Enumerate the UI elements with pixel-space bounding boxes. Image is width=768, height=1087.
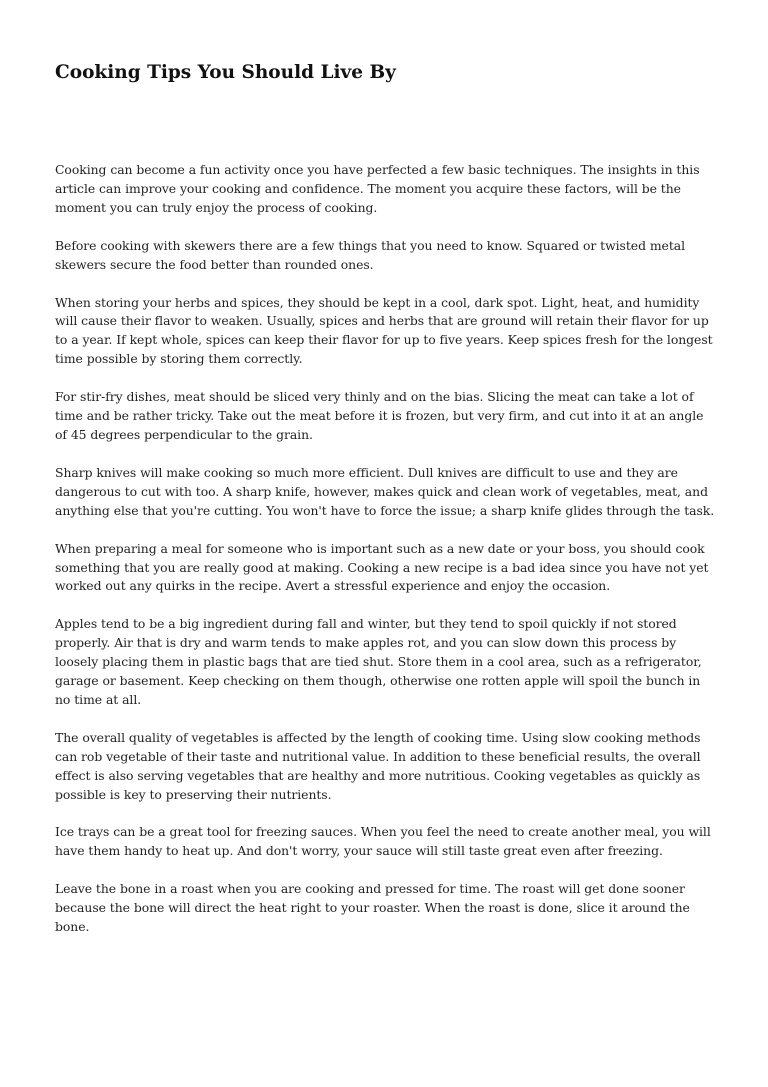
paragraph-intro: Cooking can become a fun activity once you have perfected a few basic techniques. The insights in this article can improve your cooking and confidence. The moment you acquire these factors, will be the moment you can truly enjoy the process of cooking. (55, 162, 700, 215)
paragraph-roast-bone: Leave the bone in a roast when you are cooking and pressed for time. The roast will get done sooner because the bone will direct the heat right to your roaster. When the roast is done, slice it around the bone. (55, 881, 690, 935)
paragraph-sharp-knives: Sharp knives will make cooking so much more efficient. Dull knives are difficult to use and they are dangerous to cut with too. A sharp knife, however, makes quick and clean work of vegetables, meat, and anything else that you're cutting. You won't have to force the issue; a sharp knife glides through the task. (55, 464, 715, 518)
paragraph-ice-trays: Ice trays can be a great tool for freezing sauces. When you feel the need to create another meal, you will have them handy to heat up. And don't worry, your sauce will still taste great even after freezing. (55, 824, 711, 859)
document-title: Cooking Tips You Should Live By (55, 62, 396, 83)
paragraph-skewers: Before cooking with skewers there are a few things that you need to know. Squared or twisted metal skewers secure the food better than rounded ones. (55, 237, 686, 272)
paragraph-vegetables: The overall quality of vegetables is affected by the length of cooking time. Using slow cooking methods can rob vegetable of their taste and nutritional value. In addition to these beneficial results, the overall effect is also serving vegetables that are healthy and more nutritious. Cooking vegetables as quickly as possible is key to preserving their nutrients. (55, 729, 701, 802)
paragraph-stir-fry: For stir-fry dishes, meat should be sliced very thinly and on the bias. Slicing the meat can take a lot of time and be rather tricky. Take out the meat before it is frozen, but very firm, and cut into it at an angle of 45 degrees perpendicular to the grain. (55, 389, 704, 442)
paragraph-important-meal: When preparing a meal for someone who is important such as a new date or your boss, you should cook something that you are really good at making. Cooking a new recipe is a bad idea since you have not yet worked out any quirks in the recipe. Avert a stressful experience and enjoy the occasion. (55, 540, 709, 594)
paragraph-apples: Apples tend to be a big ingredient during fall and winter, but they tend to spoil quickly if not stored properly. Air that is dry and warm tends to make apples rot, and you can slow down this process by loosely placing them in plastic bags that are tied shut. Store them in a cool area, such as a refrigerator, garage or basement. Keep checking on them though, otherwise one rotten apple will spoil the bunch in no time at all. (55, 616, 702, 707)
document-body (55, 161, 715, 937)
paragraph-herbs-spices: When storing your herbs and spices, they should be kept in a cool, dark spot. Light, heat, and humidity will cause their flavor to weaken. Usually, spices and herbs that are ground will retain their flavor for up to a year. If kept whole, spices can keep their flavor for up to five years. Keep spices fresh for the longest time possible by storing them correctly. (55, 294, 713, 367)
